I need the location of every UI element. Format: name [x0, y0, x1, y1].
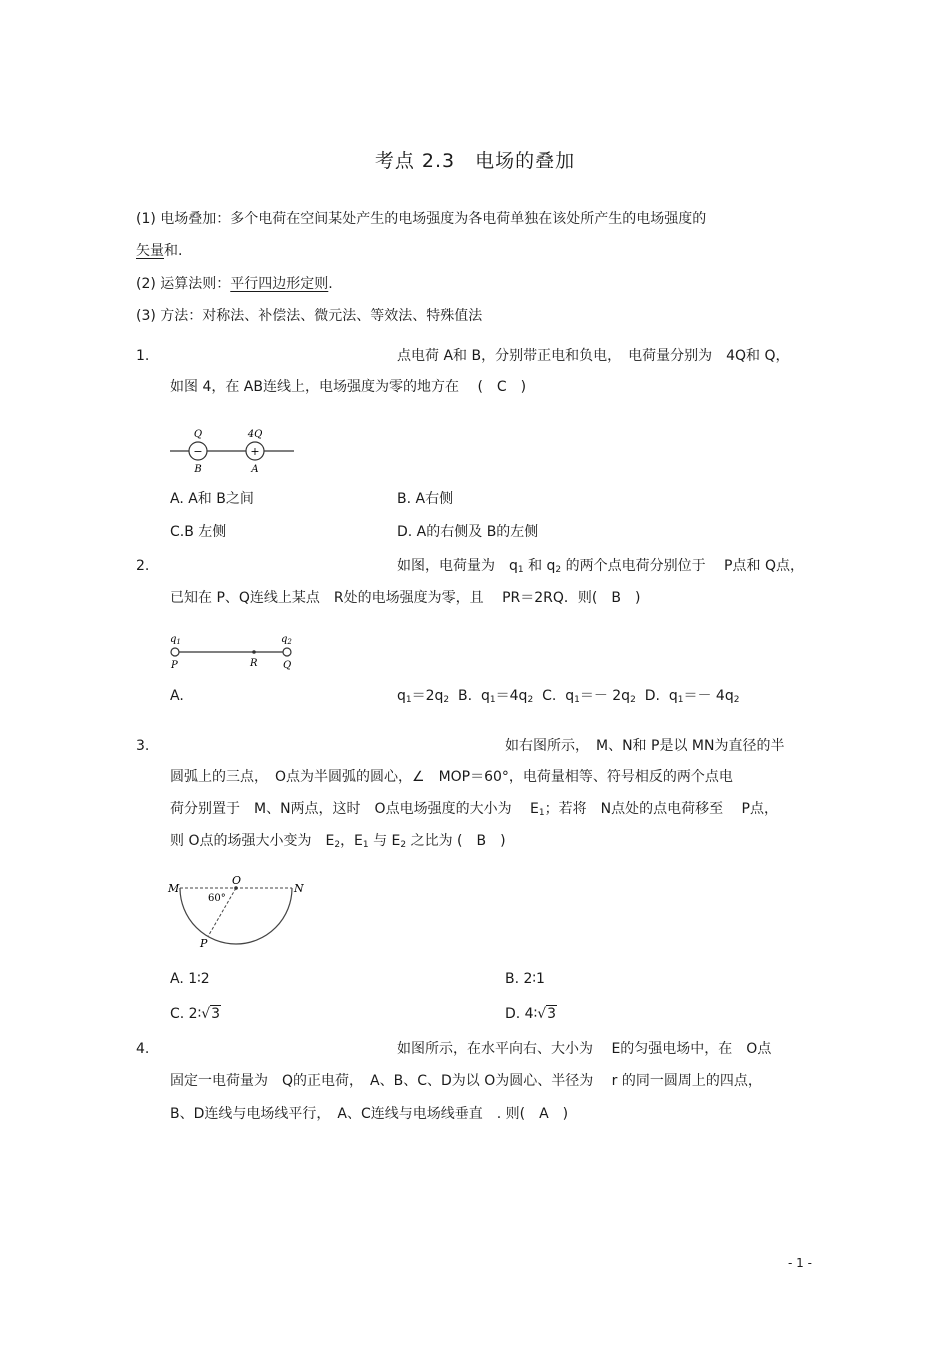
q3-l3-pre: 荷分别置于 M、N两点，这时 O点电场强度的大小为 E: [170, 801, 539, 817]
q1-option-a: A. A和 B之间: [170, 491, 254, 507]
q2-opt-d-s2: 2: [733, 695, 740, 705]
q2-opt-c-post: D.: [635, 688, 669, 704]
q2-point-p: [171, 648, 179, 656]
q2-option-a-label: A.: [170, 688, 184, 704]
page-number: - 1 -: [788, 1256, 812, 1270]
intro-line-4: (3) 方法：对称法、补偿法、微元法、等效法、特殊值法: [136, 308, 483, 324]
q2-opt-b-s2: 2: [527, 695, 534, 705]
q2-label-qpoint: Q: [283, 660, 292, 671]
q2-opt-b-s1: 1: [489, 695, 496, 705]
q1-option-c: C.B 左侧: [170, 524, 227, 540]
intro-line-3-pre: (2) 运算法则：: [136, 276, 231, 292]
q2-opt-b-post: C.: [533, 688, 566, 704]
sqrt-icon: √: [537, 1006, 547, 1022]
q3-l3-post: ；若将 N点处的点电荷移至 P点，: [544, 801, 778, 817]
q3-option-a: A. 1∶2: [170, 971, 210, 987]
q3-label-p: P: [200, 937, 208, 950]
q3-angle-label: 60°: [208, 893, 226, 904]
q2-line-2: 已知在 P、Q连线上某点 R处的电场强度为零，且 PR＝2RQ．则( B ): [170, 590, 641, 606]
q2-opt-c-s1: 1: [574, 695, 580, 705]
q1-option-d: D. A的右侧及 B的左侧: [397, 524, 539, 540]
intro-line-3-post: .: [328, 276, 333, 292]
q3-l4-post: 之比为 ( B ): [406, 833, 506, 849]
q2-l1-pre: 如图，电荷量为 q: [397, 558, 518, 574]
q3-l4-sub1: 2: [334, 840, 341, 850]
q4-line-2: 固定一电荷量为 Q的正电荷， A、B、C、D为以 O为圆心、半径为 r 的同一圆周上的四点，: [170, 1073, 762, 1089]
q2-opt-d-mid: ＝－ 4q: [683, 688, 734, 704]
q3-option-b: B. 2∶1: [505, 971, 545, 987]
q2-opt-d-pre: q: [668, 688, 678, 704]
intro-line-3: [136, 275, 333, 293]
q2-point-r: [252, 650, 256, 654]
q2-opt-a-s2: 2: [443, 695, 450, 705]
q4-line-1: 如图所示，在水平向右、大小为 E的匀强电场中，在 O点: [397, 1041, 772, 1057]
q3-l4-sub3: 2: [400, 840, 407, 850]
q2-l1-sub2: 2: [555, 565, 562, 575]
q2-figure: [166, 630, 301, 672]
q2-opt-c-mid: ＝－ 2q: [579, 688, 631, 704]
q3-opt-c-root: 3: [211, 1006, 221, 1022]
q3-label-o: O: [232, 874, 242, 887]
q3-option-d: [505, 1005, 557, 1023]
q3-l4-mid2: 与 E: [368, 833, 401, 849]
q3-l3-sub: 1: [538, 808, 545, 818]
q3-l4-pre: 则 O点的场强大小变为 E: [170, 833, 335, 849]
q2-l1-sub1: 1: [517, 565, 524, 575]
q3-opt-d-pre: D. 4∶: [505, 1006, 538, 1022]
q1-label-b: B: [194, 464, 202, 475]
q1-number: 1.: [136, 348, 150, 364]
q2-label-p: P: [171, 660, 178, 671]
q1-minus-sign: −: [193, 445, 203, 458]
q3-l4-mid: ，E: [340, 833, 363, 849]
q3-line-3: [170, 800, 778, 822]
q1-option-b: B. A右侧: [397, 491, 454, 507]
q1-plus-sign: +: [250, 445, 260, 458]
sqrt-icon: √: [201, 1006, 211, 1022]
q2-opt-b-mid: ＝4q: [495, 688, 528, 704]
q2-opt-a-pre: q: [397, 688, 406, 704]
intro-underline-vector: 矢量: [136, 243, 164, 259]
q1-label-a: A: [251, 464, 259, 475]
q2-l1-post: 的两个点电荷分别位于 P点和 Q点，: [561, 558, 804, 574]
q1-line-2: 如图 4，在 AB连线上，电场强度为零的地方在 ( C ): [170, 379, 527, 395]
q4-number: 4.: [136, 1041, 150, 1057]
q2-opt-c-s2: 2: [630, 695, 636, 705]
q2-opt-a-mid: ＝2q: [411, 688, 444, 704]
q2-label-q1: $q_1$: [170, 634, 181, 646]
q3-line-4: [170, 832, 506, 854]
q3-opt-c-pre: C. 2∶: [170, 1006, 202, 1022]
q3-opt-d-root: 3: [547, 1006, 557, 1022]
q3-label-n: N: [294, 882, 304, 895]
q2-label-q2: $q_2$: [281, 634, 292, 646]
q2-opt-a-s1: 1: [405, 695, 412, 705]
q4-line-3: B、D连线与电场线平行， A、C连线与电场线垂直 . 则( A ): [170, 1106, 569, 1122]
q2-opt-c-pre: q: [565, 688, 575, 704]
q3-number: 3.: [136, 738, 150, 754]
q2-options: [397, 687, 739, 709]
q2-opt-a-post: B.: [449, 688, 482, 704]
q1-label-q: Q: [193, 429, 203, 440]
q3-option-c: [170, 1005, 221, 1023]
q2-point-q: [283, 648, 291, 656]
q3-figure: [165, 872, 310, 954]
q1-figure: [168, 425, 298, 477]
q2-opt-d-s1: 1: [677, 695, 684, 705]
q2-line-1: [397, 557, 804, 579]
page-title: 考点 2.3 电场的叠加: [374, 150, 576, 172]
q3-line-1: 如右图所示， M、N和 P是以 MN为直径的半: [505, 738, 785, 754]
q2-opt-b-pre: q: [481, 688, 490, 704]
intro-line-2-rest: 和.: [164, 243, 183, 259]
q3-line-2: 圆弧上的三点， O点为半圆弧的圆心，∠ MOP＝60°，电荷量相等、符号相反的两个点电: [170, 769, 733, 785]
intro-line-2: [136, 242, 182, 260]
q3-l4-sub2: 1: [362, 840, 369, 850]
intro-line-1: (1) 电场叠加：多个电荷在空间某处产生的电场强度为各电荷单独在该处所产生的电场强度的: [136, 211, 707, 227]
q2-l1-mid: 和 q: [523, 558, 556, 574]
q1-line-1: 点电荷 A和 B，分别带正电和负电， 电荷量分别为 4Q和 Q，: [397, 348, 790, 364]
q2-label-r: R: [250, 658, 258, 669]
q2-number: 2.: [136, 558, 150, 574]
intro-underline-rule: 平行四边形定则: [230, 276, 329, 292]
q3-semicircle-arc: [180, 888, 292, 944]
q3-label-m: M: [168, 882, 180, 895]
q1-label-4q: 4Q: [247, 429, 263, 440]
